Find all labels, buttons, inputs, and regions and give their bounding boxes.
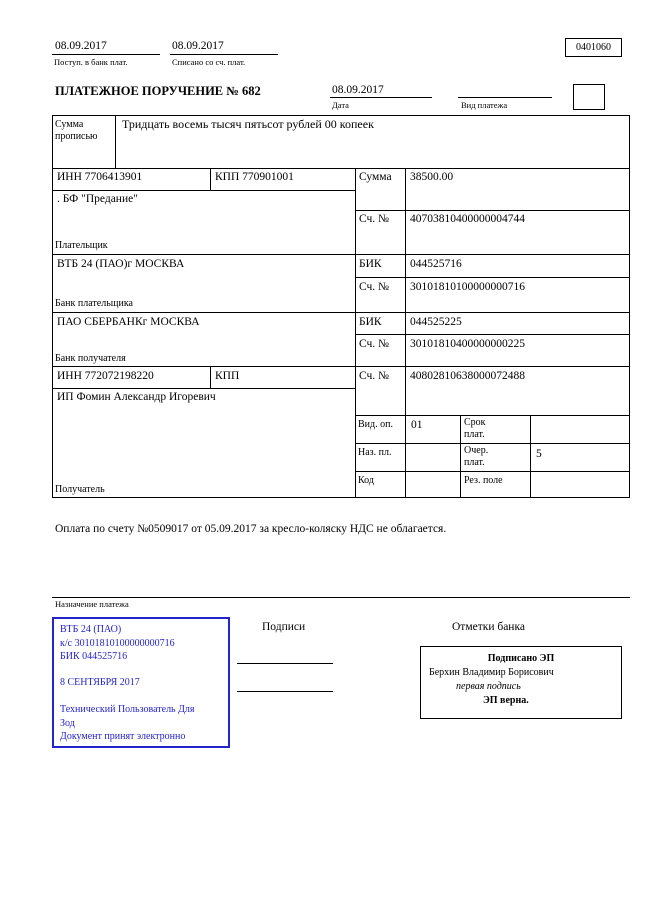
payer-name: . БФ "Предание" xyxy=(57,193,138,205)
payment-type-underline xyxy=(458,97,552,98)
table-border-line xyxy=(52,190,355,191)
table-border-line xyxy=(405,168,406,497)
payee-kpp-label: КПП xyxy=(215,370,240,382)
table-border-line xyxy=(210,366,211,388)
debited-date: 08.09.2017 xyxy=(172,40,224,52)
stamp-corr-account: к/с 30101810100000000716 xyxy=(60,637,175,649)
table-border-line xyxy=(52,254,630,255)
payer-bank-bik-label: БИК xyxy=(359,258,382,270)
amount-words: Тридцать восемь тысяч пятьсот рублей 00 копеек xyxy=(122,117,374,131)
table-border-line xyxy=(355,471,630,472)
table-border-line xyxy=(52,312,630,313)
esign-box xyxy=(420,646,622,719)
form-code-box xyxy=(565,38,622,57)
table-border-line xyxy=(355,210,630,211)
payer-account: 40703810400000004744 xyxy=(410,213,525,225)
ocher-plat-value: 5 xyxy=(536,448,542,460)
table-border-line xyxy=(629,115,630,497)
bank-stamp xyxy=(52,617,230,748)
esign-role: первая подпись xyxy=(456,681,521,692)
table-border-line xyxy=(115,115,116,168)
doc-date-underline xyxy=(330,97,432,98)
amount-value: 38500.00 xyxy=(410,171,454,183)
rez-pole-label: Рез. поле xyxy=(464,475,503,486)
payee-account: 40802810638000072488 xyxy=(410,370,525,382)
signature-line xyxy=(237,663,333,664)
table-border-line xyxy=(52,388,355,389)
signature-line xyxy=(237,691,333,692)
table-border-line xyxy=(52,366,630,367)
esign-status: ЭП верна. xyxy=(483,695,529,706)
payee-section-label: Получатель xyxy=(55,484,105,495)
table-border-line xyxy=(355,168,356,497)
purpose-separator-line xyxy=(52,597,630,598)
payer-bank-bik: 044525716 xyxy=(410,258,462,270)
srok-plat-label: Срок плат. xyxy=(464,417,486,440)
payee-bank-bik-label: БИК xyxy=(359,316,382,328)
payer-inn: ИНН 7706413901 xyxy=(57,171,143,183)
vid-op-label: Вид. оп. xyxy=(358,419,393,430)
stamp-note: Документ принят электронно xyxy=(60,731,186,742)
payee-name: ИП Фомин Александр Игоревич xyxy=(57,391,216,403)
table-border-line xyxy=(355,415,630,416)
table-border-line xyxy=(355,277,630,278)
table-border-line xyxy=(460,415,461,497)
received-date-underline xyxy=(52,54,160,55)
payer-bank-name: ВТБ 24 (ПАО)г МОСКВА xyxy=(57,258,185,270)
payee-bank-name: ПАО СБЕРБАНКг МОСКВА xyxy=(57,316,200,328)
payer-bank-section-label: Банк плательщика xyxy=(55,298,133,309)
table-border-line xyxy=(530,415,531,497)
purpose-label: Назначение платежа xyxy=(55,599,129,609)
stamp-date: 8 СЕНТЯБРЯ 2017 xyxy=(60,676,140,688)
kod-label: Код xyxy=(358,475,374,486)
form-code: 0401060 xyxy=(576,42,611,53)
esign-title: Подписано ЭП xyxy=(487,653,555,664)
payee-bank-account: 30101810400000000225 xyxy=(410,338,525,350)
payee-bank-section-label: Банк получателя xyxy=(55,353,126,364)
payer-bank-account-label: Сч. № xyxy=(359,281,390,293)
vid-op-value: 01 xyxy=(411,419,423,431)
payer-bank-account: 30101810100000000716 xyxy=(410,281,525,293)
stamp-bik: БИК 044525716 xyxy=(60,651,128,662)
table-border-line xyxy=(355,334,630,335)
payer-kpp: КПП 770901001 xyxy=(215,171,294,183)
signatures-label: Подписи xyxy=(262,621,306,633)
payment-type-box xyxy=(573,84,605,110)
doc-date-label: Дата xyxy=(332,100,349,110)
debited-date-label: Списано со сч. плат. xyxy=(172,57,246,67)
debited-date-underline xyxy=(170,54,278,55)
payee-account-label: Сч. № xyxy=(359,370,390,382)
payee-bank-account-label: Сч. № xyxy=(359,338,390,350)
table-border-line xyxy=(355,443,630,444)
stamp-user: Технический Пользователь Для Зод xyxy=(60,704,195,729)
payee-bank-bik: 044525225 xyxy=(410,316,462,328)
payer-section-label: Плательщик xyxy=(55,240,108,251)
table-border-line xyxy=(210,168,211,190)
table-border-line xyxy=(52,115,53,497)
doc-title: ПЛАТЕЖНОЕ ПОРУЧЕНИЕ № 682 xyxy=(55,84,261,98)
payee-inn: ИНН 772072198220 xyxy=(57,370,154,382)
purpose-text: Оплата по счету №0509017 от 05.09.2017 за кресло-коляску НДС не облагается. xyxy=(55,523,447,535)
ocher-plat-label: Очер. плат. xyxy=(464,445,489,468)
received-date-label: Поступ. в банк плат. xyxy=(54,57,128,67)
payment-type-label: Вид платежа xyxy=(461,100,508,110)
amount-words-label: Сумма прописью xyxy=(55,119,98,142)
doc-date: 08.09.2017 xyxy=(332,84,384,96)
stamp-bank-name: ВТБ 24 (ПАО) xyxy=(60,624,122,635)
table-border-line xyxy=(52,497,630,498)
amount-label: Сумма xyxy=(359,171,392,183)
table-border-line xyxy=(52,168,630,169)
payer-account-label: Сч. № xyxy=(359,213,390,225)
bank-marks-label: Отметки банка xyxy=(452,621,525,633)
received-date: 08.09.2017 xyxy=(55,40,107,52)
naz-pl-label: Наз. пл. xyxy=(358,447,392,458)
esign-signer: Берхин Владимир Борисович xyxy=(429,667,554,678)
table-border-line xyxy=(52,115,630,116)
